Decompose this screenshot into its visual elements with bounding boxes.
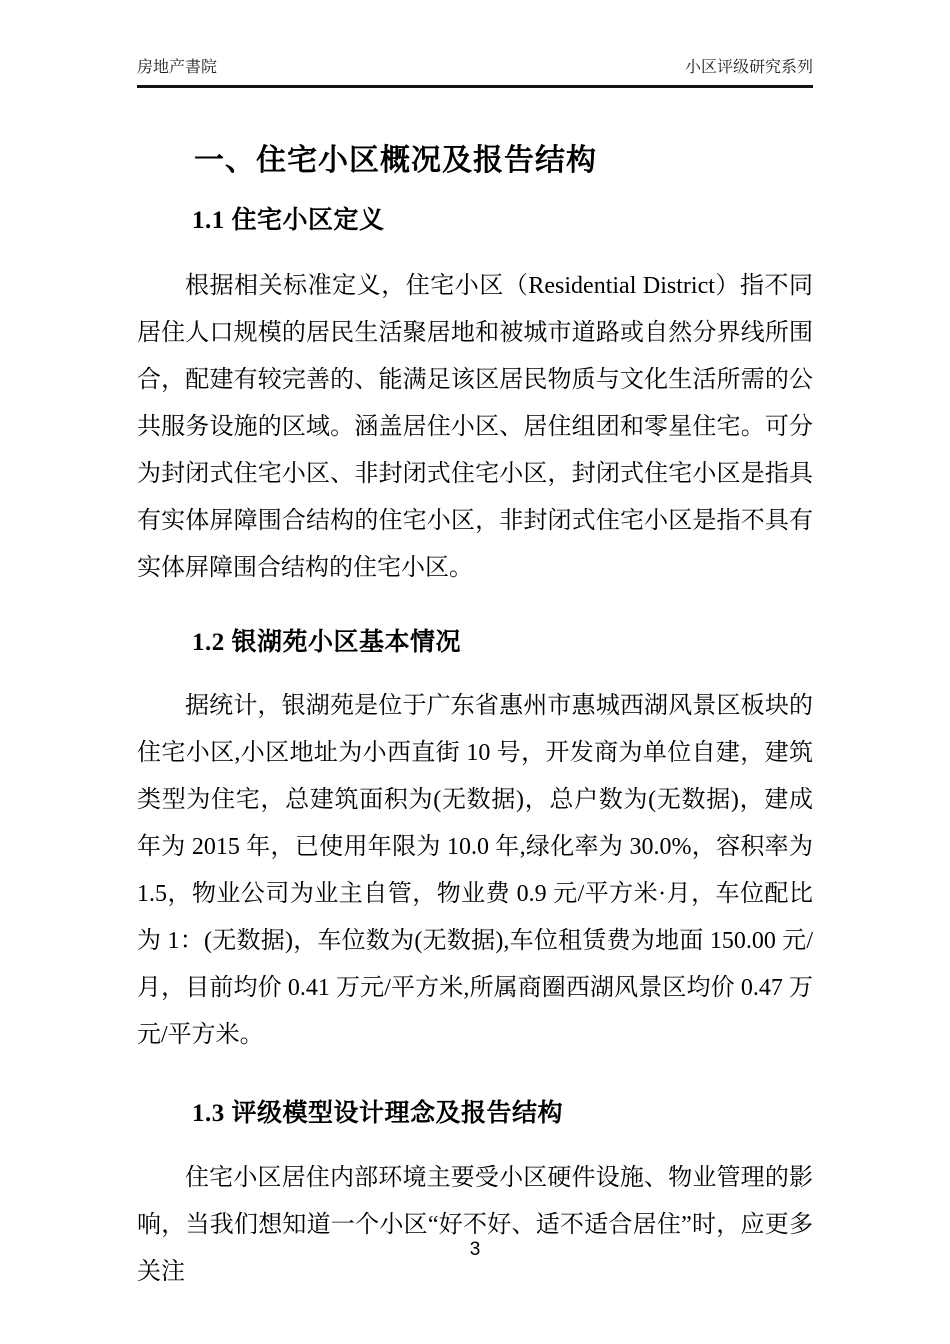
section-1-3-paragraph: 住宅小区居住内部环境主要受小区硬件设施、物业管理的影响，当我们想知道一个小区“好不好、适不适合居住”时，应更多关注 xyxy=(137,1165,813,1285)
chapter-title: 一、住宅小区概况及报告结构 xyxy=(194,144,597,177)
page-number: 3 xyxy=(469,1239,481,1260)
section-1-2-paragraph: 据统计，银湖苑是位于广东省惠州市惠城西湖风景区板块的住宅小区,小区地址为小西直街 10 号，开发商为单位自建，建筑类型为住宅，总建筑面积为(无数据)，总户数为(无数据)，建成年为 2015 年，已使用年限为 10.0 年,绿化率为 30.0%，容积率为 1.5，物业公司为业主自管，物业费 0.9 元/平方米·月，车位配比为 1：(无数据)，车位数为(无数据),车位租赁费为地面 150.00 元/月，目前均价 0.41 万元/平方米,所属商圈西湖风景区均价 0.47 万元/平方米。 xyxy=(137,693,813,1048)
content-column xyxy=(137,0,813,1296)
header-divider xyxy=(137,85,813,88)
section-1-1-paragraph: 根据相关标准定义，住宅小区（Residential District）指不同居住人口规模的居民生活聚居地和被城市道路或自然分界线所围合，配建有较完善的、能满足该区居民物质与文化生活所需的公共服务设施的区域。涵盖居住小区、居住组团和零星住宅。可分为封闭式住宅小区、非封闭式住宅小区，封闭式住宅小区是指具有实体屏障围合结构的住宅小区，非封闭式住宅小区是指不具有实体屏障围合结构的住宅小区。 xyxy=(137,273,813,581)
page-header xyxy=(137,58,813,85)
section-heading-1-3: 1.3 评级模型设计理念及报告结构 xyxy=(192,1100,564,1127)
header-right-text: 小区评级研究系列 xyxy=(684,59,813,76)
section-heading-1-2: 1.2 银湖苑小区基本情况 xyxy=(192,629,462,656)
header-left-text: 房地产書院 xyxy=(137,59,218,76)
section-heading-1-1: 1.1 住宅小区定义 xyxy=(192,207,385,234)
